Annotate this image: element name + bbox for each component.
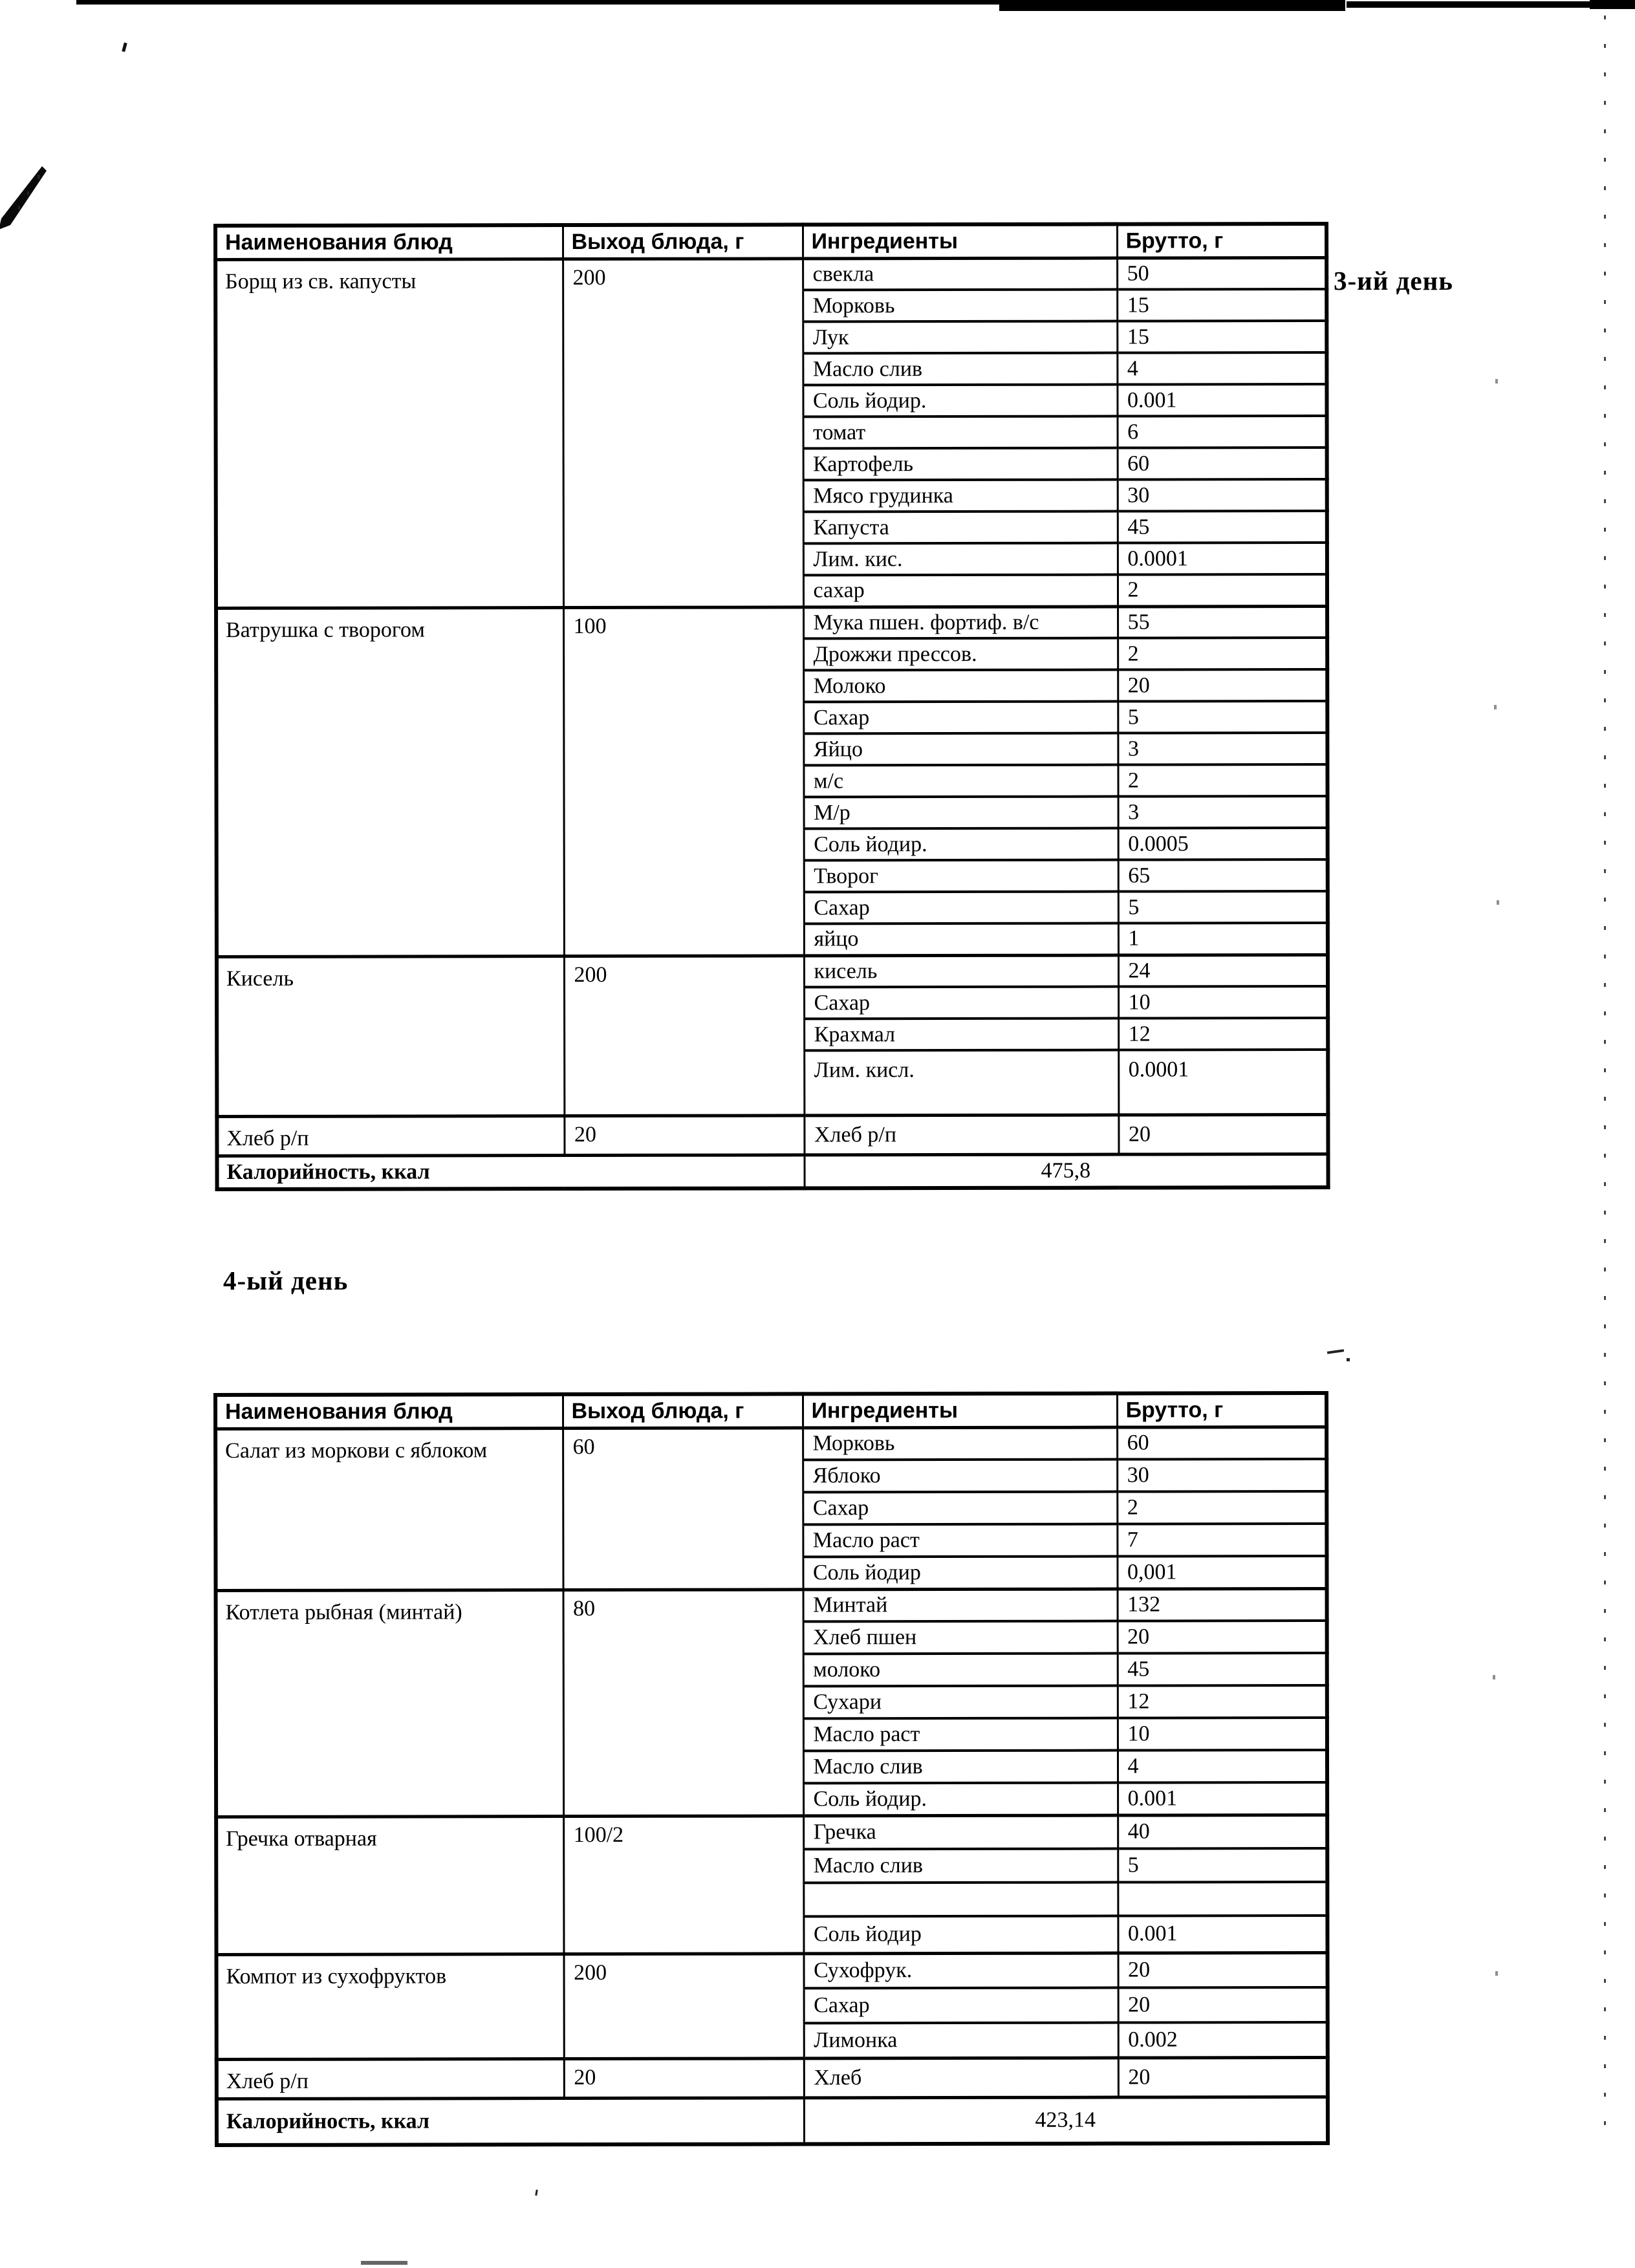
table-row [217,2057,1328,2099]
ingredient-name-cell: М/р [804,797,1118,829]
ingredient-name-cell: Масло слив [803,353,1117,385]
scan-artifact-top-bar [999,0,1345,11]
ingredient-value-cell: 3 [1118,733,1327,765]
ingredient-name-cell: Лимонка [804,2023,1118,2058]
calories-label-cell: Калорийность, ккал [217,2098,804,2146]
ingredient-name-cell: Лим. кисл. [804,1050,1118,1116]
dish-name-cell: Котлета рыбная (минтай) [216,1590,564,1817]
scan-speck [1494,705,1497,709]
ingredient-value-cell: 5 [1118,891,1328,923]
ingredient-name-cell: Масло слив [803,1751,1118,1784]
ingredient-name-cell: Сухари [803,1686,1118,1719]
ingredient-value-cell: 10 [1118,986,1328,1019]
dish-name-cell: Хлеб р/п [217,2058,564,2099]
ingredient-name-cell: Молоко [803,670,1118,702]
ingredient-name-cell: Сухофрук. [804,1953,1118,1989]
ingredient-name-cell: томат [803,416,1118,449]
dish-yield-cell: 60 [563,1427,803,1590]
ingredient-value-cell: 30 [1117,1459,1326,1492]
ingredient-value-cell: 40 [1118,1815,1327,1849]
day-3-label: 3-ий день [1334,266,1453,296]
ingredient-value-cell: 15 [1117,289,1326,321]
table-row [216,1815,1327,1850]
column-header: Брутто, г [1117,224,1326,258]
ingredient-name-cell: Крахмал [804,1019,1118,1051]
scan-speck [122,43,127,52]
scan-speck [361,2261,407,2265]
ingredient-name-cell: Гречка [803,1815,1118,1850]
day-4-label: 4-ый день [223,1266,349,1295]
ingredient-value-cell: 0.002 [1118,2022,1328,2058]
scan-artifact-dashed-line [1604,16,1606,2125]
ingredient-name-cell: Сахар [803,702,1118,734]
ingredient-value-cell: 15 [1117,321,1326,353]
scan-speck [1495,1971,1498,1976]
column-header: Выход блюда, г [563,224,803,259]
ingredient-value-cell: 1 [1118,923,1328,955]
ingredient-name-cell: Сахар [803,1492,1117,1525]
ingredient-name-cell: Лим. кис. [803,543,1118,576]
dish-name-cell: Борщ из св. капусты [215,259,563,608]
ingredient-name-cell: м/с [803,765,1118,797]
table-row [217,955,1328,988]
ingredient-name-cell: Соль йодир [803,1916,1118,1954]
table-row [216,1588,1327,1623]
ingredient-value-cell: 20 [1118,669,1327,702]
ingredient-name-cell: Картофель [803,448,1118,481]
ingredient-value-cell: 12 [1118,1685,1327,1718]
calories-value-cell: 423,14 [804,2097,1328,2144]
scan-speck [1497,900,1499,905]
ingredient-name-cell: Яблоко [803,1460,1117,1493]
ingredient-value-cell: 0.0001 [1118,543,1327,575]
ingredient-value-cell: 3 [1118,796,1328,828]
ingredient-value-cell: 20 [1118,1952,1328,1988]
dish-yield-cell: 20 [564,2058,804,2098]
ingredient-value-cell: 20 [1118,2057,1328,2097]
scan-speck [1495,379,1498,383]
header-row [215,224,1326,259]
ingredient-name-cell: Хлеб пшен [803,1621,1118,1654]
ingredient-value-cell: 7 [1117,1524,1326,1557]
dish-yield-cell: 20 [564,1115,804,1155]
ingredient-value-cell: 2 [1118,638,1327,670]
ingredient-name-cell: Соль йодир. [803,1783,1118,1816]
ingredient-value-cell: 0.0005 [1118,828,1328,860]
calories-label-cell: Калорийность, ккал [217,1155,805,1190]
dish-yield-cell: 100 [563,607,804,956]
ingredient-value-cell: 2 [1118,574,1327,607]
ingredient-value-cell: 0,001 [1117,1556,1326,1589]
ingredient-name-cell: кисель [804,955,1118,988]
ingredient-name-cell: Капуста [803,512,1118,544]
ingredient-name-cell: Сахар [804,987,1118,1019]
ingredient-value-cell: 4 [1117,352,1326,385]
ingredient-value-cell: 20 [1118,1621,1327,1654]
ingredient-name-cell: сахар [803,575,1118,607]
scan-speck [1493,1675,1495,1679]
scan-speck [535,2190,538,2196]
ingredient-name-cell: Хлеб [804,2058,1118,2098]
ingredient-name-cell: Мясо грудинка [803,480,1118,512]
ingredient-value-cell: 20 [1118,1114,1328,1154]
ingredient-name-cell: Мука пшен. фортиф. в/с [803,607,1118,639]
scan-speck [1327,1349,1344,1354]
dish-name-cell: Салат из моркови с яблоком [215,1428,563,1590]
ingredient-value-cell: 45 [1118,511,1327,543]
ingredient-name-cell: Соль йодир. [803,385,1117,417]
ingredient-name-cell: Минтай [803,1589,1118,1622]
menu-table-day-4 [213,1391,1330,2147]
table-row [215,257,1326,291]
dish-name-cell: Хлеб р/п [217,1116,564,1156]
ingredient-value-cell: 5 [1118,1848,1327,1883]
column-header: Ингредиенты [803,1394,1117,1428]
ingredient-name-cell: молоко [803,1654,1118,1687]
scan-artifact-top-bar [1590,0,1635,9]
column-header: Наименования блюд [215,1394,563,1429]
ingredient-value-cell [1118,1882,1327,1916]
column-header: Наименования блюд [215,225,563,259]
scan-artifact-top-bar [76,0,999,5]
ingredient-value-cell: 60 [1117,1427,1326,1460]
ingredient-name-cell: Масло раст [803,1718,1118,1751]
column-header: Брутто, г [1117,1393,1326,1427]
column-header: Выход блюда, г [563,1394,803,1428]
dish-name-cell: Кисель [217,956,564,1116]
ingredient-name-cell: Соль йодир [803,1557,1117,1590]
ingredient-name-cell: Дрожжи прессов. [803,638,1118,671]
ingredient-value-cell: 0.001 [1118,1916,1327,1953]
header-row [215,1393,1326,1429]
ingredient-value-cell: 0.001 [1117,384,1326,416]
calories-row [217,2097,1328,2145]
ingredient-name-cell: Масло раст [803,1524,1117,1557]
ingredient-value-cell: 50 [1117,257,1326,290]
ingredient-name-cell: Масло слив [803,1849,1118,1883]
ingredient-value-cell: 65 [1118,859,1328,892]
ingredient-name-cell [803,1883,1118,1917]
ingredient-value-cell: 5 [1118,701,1327,733]
ingredient-name-cell: Сахар [804,1988,1118,2024]
ingredient-value-cell: 2 [1118,764,1327,797]
ingredient-name-cell: Лук [803,321,1117,354]
table-row [216,606,1327,640]
table-row [215,1427,1326,1461]
ingredient-value-cell: 24 [1118,955,1328,987]
ingredient-value-cell: 55 [1118,606,1327,638]
ingredient-value-cell: 2 [1117,1491,1326,1524]
dish-yield-cell: 80 [563,1589,804,1816]
menu-table-day-3 [213,222,1330,1191]
calories-row [217,1154,1328,1189]
ingredient-value-cell: 0.0001 [1118,1050,1328,1115]
ingredient-value-cell: 10 [1118,1718,1327,1751]
ingredient-value-cell: 60 [1118,448,1327,480]
pen-mark-diagonal [0,160,57,232]
scan-artifact-top-bar [1347,1,1590,8]
ingredient-value-cell: 12 [1118,1018,1328,1050]
ingredient-name-cell: Хлеб р/п [804,1115,1118,1155]
dish-yield-cell: 100/2 [563,1815,803,1954]
ingredient-name-cell: Творог [804,860,1118,892]
ingredient-name-cell: Сахар [804,892,1118,924]
dish-yield-cell: 200 [564,1953,804,2058]
ingredient-name-cell: Морковь [803,1427,1117,1460]
calories-value-cell: 475,8 [805,1154,1328,1188]
ingredient-name-cell: Соль йодир. [804,828,1118,861]
ingredient-name-cell: Морковь [803,290,1117,322]
dish-name-cell: Ватрушка с творогом [216,607,564,956]
ingredient-name-cell: яйцо [804,923,1118,956]
table-row [217,1114,1328,1156]
scan-speck [1347,1358,1350,1361]
ingredient-value-cell: 20 [1118,1987,1328,2023]
table-row [217,1952,1328,1989]
ingredient-value-cell: 45 [1118,1653,1327,1686]
ingredient-value-cell: 6 [1118,416,1327,448]
dish-name-cell: Компот из сухофруктов [217,1954,564,2059]
ingredient-name-cell: свекла [803,258,1117,290]
column-header: Ингредиенты [803,224,1117,259]
ingredient-value-cell: 30 [1118,479,1327,512]
ingredient-name-cell: Яйцо [803,733,1118,766]
ingredient-value-cell: 0.001 [1118,1782,1327,1815]
ingredient-value-cell: 4 [1118,1750,1327,1783]
dish-name-cell: Гречка отварная [216,1816,563,1954]
ingredient-value-cell: 132 [1118,1588,1327,1621]
dish-yield-cell: 200 [563,258,803,607]
dish-yield-cell: 200 [564,955,804,1116]
